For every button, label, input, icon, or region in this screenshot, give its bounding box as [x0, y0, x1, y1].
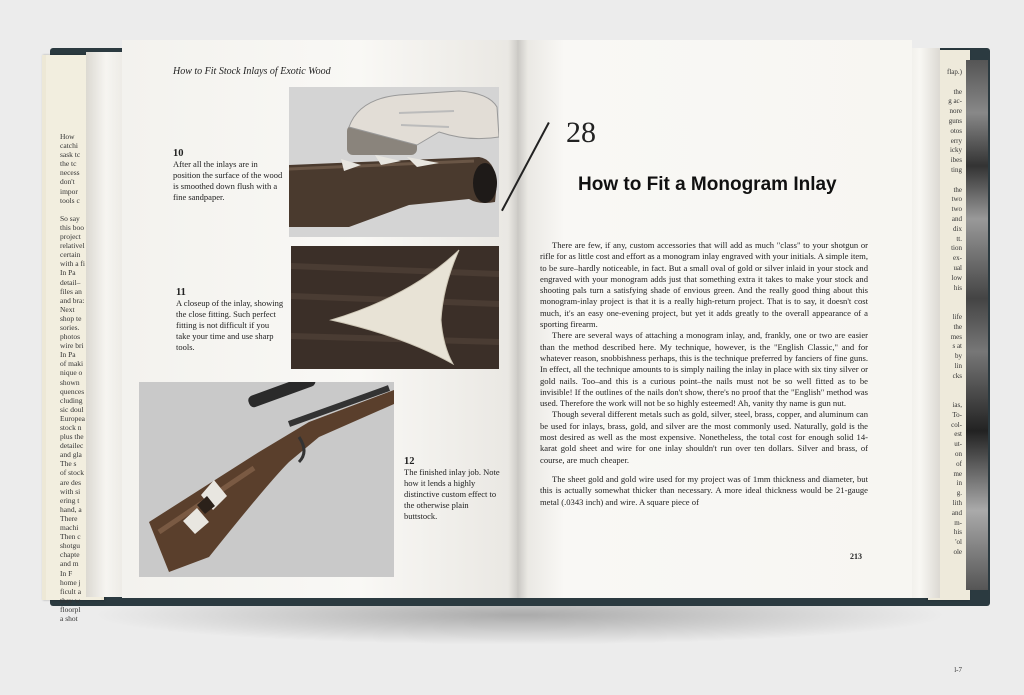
- left-flap-line: certain: [60, 250, 81, 260]
- right-flap-line: nore: [949, 107, 962, 116]
- right-flap-line: by: [955, 352, 962, 361]
- left-flap-line: tools c: [60, 195, 80, 205]
- left-flap-line: Then c: [60, 532, 81, 542]
- running-head: How to Fit Stock Inlays of Exotic Wood: [173, 66, 331, 77]
- right-flap-line: [936, 597, 962, 607]
- left-flap-line: impor: [60, 186, 78, 196]
- right-flap-line: dix: [953, 224, 962, 233]
- right-flap-line: on: [955, 450, 962, 459]
- figure-10-photo: [289, 87, 499, 237]
- right-flap-line: [936, 607, 962, 617]
- left-flap-line: detailec: [60, 441, 84, 451]
- left-flap-line: plus the: [60, 432, 84, 442]
- right-flap-line: tion: [951, 244, 962, 253]
- paragraph: The sheet gold and gold wire used for my project was of 1mm thickness and diameter, but this is actually somewhat thicker than necessary. A more ideal thickness would be 21-gauge metal (.0343 inch) and wire. A square piece of: [540, 473, 868, 507]
- left-flap-line: sories.: [60, 322, 80, 332]
- left-flap-line: In Pa: [60, 268, 76, 278]
- left-flap-line: of stock: [60, 468, 84, 478]
- figure-11-caption: A closeup of the inlay, showing the close fitting. Such perfect fitting is not difficult if you take your time and use sharp tools.: [176, 298, 284, 352]
- left-flap-line: catchi: [60, 141, 78, 151]
- left-flap-line: a shot: [60, 613, 78, 623]
- left-flap-line: shotgu: [60, 541, 81, 551]
- figure-11-number: 11: [176, 287, 186, 298]
- right-flap-line: the: [953, 322, 962, 331]
- right-flap-line: icky: [949, 146, 962, 155]
- right-flap-line: To-: [952, 410, 962, 419]
- left-flap-line: of maki: [60, 359, 84, 369]
- paragraph: There are several ways of attaching a monogram inlay, and, frankly, one or two are easier than the method described here. My technique, however, is the "English Classic," and for whatever reason, snobbishness perhaps, this is the technique preferred by fanciers of fine guns. In effect, all the technique amounts to is simply nailing the inlay in place with six tiny silver or gold nails. Too–and this is a curious point–the nails must not be so well fitted as to be invisible! If the outlines of the nails don't show, there's no proof that the "English" method was used. Therefore the work will not be so highly esteemed! Ah, vanity thy name is gun nut.: [540, 330, 868, 409]
- right-flap-line: [936, 626, 962, 636]
- left-flap-line: hand, a: [60, 504, 82, 514]
- chapter-number: 28: [566, 116, 596, 149]
- right-flap-line: and: [951, 508, 962, 517]
- right-flap-line: two: [951, 195, 962, 204]
- right-flap-line: ex-: [953, 254, 962, 263]
- left-flap-line: shop te: [60, 313, 82, 323]
- left-flap-line: with si: [60, 486, 81, 496]
- left-flap-line: stock n: [60, 423, 82, 432]
- figure-12-caption: The finished inlay job. Note how it lends a highly distinctive custom effect to the otherwise plain buttstock.: [404, 467, 500, 521]
- page-number: 213: [850, 552, 862, 561]
- left-flap-line: There: [60, 513, 78, 523]
- left-flap-line: photos: [60, 332, 81, 342]
- right-flap-line: lin: [954, 361, 962, 370]
- left-flap-line: detail–: [60, 277, 81, 287]
- right-flap-line: guns: [948, 116, 962, 125]
- right-flap-line: otos: [950, 126, 962, 135]
- right-flap-line: flap.): [947, 68, 962, 76]
- right-flap-line: est: [954, 430, 962, 439]
- right-flap-line: ual: [953, 263, 962, 272]
- right-flap-line: ias,: [952, 401, 962, 410]
- left-flap-line: Next: [60, 304, 75, 314]
- figure-12-photo: [139, 382, 394, 577]
- left-flap-line: cluding: [60, 395, 83, 405]
- left-flap-line: In F: [60, 568, 73, 578]
- right-flap-line: ut-: [954, 440, 962, 449]
- paragraph: There are few, if any, custom accessories that will add as much "class" to your shotgun or rifle for as little cost and effort as a monogram inlay engraved with your initials. A simple item, to be sure–hardly noticeable, in fact. But a small oval of gold or silver inlaid in your stock and engraved with your monogram adds just that something extra it takes to make your stock and shooting pals turn a satisfying shade of envious green. And the really good thing about this monogram-inlay project is that it is a really high-return project. That is to say, it doesn't cost much, it's an easy one-evening project, but yet it adds greatly to the overall appearance of a sporting firearm.: [540, 240, 868, 330]
- right-flap-line: the: [953, 185, 962, 194]
- left-flap-line: home j: [60, 577, 81, 587]
- left-flap-line: relativel: [60, 241, 85, 251]
- left-flap-line: nique o: [60, 368, 83, 378]
- figure-12-number: 12: [404, 456, 415, 467]
- left-flap-line: machi: [60, 523, 79, 533]
- right-flap-line: and: [951, 214, 962, 223]
- chapter-body: [540, 240, 868, 508]
- right-flap-line: m-: [954, 518, 962, 527]
- left-flap-line: So say: [60, 213, 80, 223]
- right-flap-line: erry: [950, 136, 962, 145]
- right-flap-line: [936, 656, 962, 666]
- right-flap-line: tt.: [956, 234, 962, 243]
- figure-11-photo: [291, 246, 499, 369]
- right-flap-line: his: [953, 283, 962, 292]
- right-flap-line: life: [952, 312, 962, 321]
- left-flap-line: files an: [60, 286, 82, 296]
- left-flap-line: chapte: [60, 550, 80, 560]
- left-flap-line: floorpl: [60, 604, 81, 614]
- left-flap-line: necess: [60, 168, 80, 178]
- left-flap-line: In Pa: [60, 350, 76, 360]
- right-flap-line: [936, 617, 962, 627]
- left-flap-line: and m: [60, 559, 79, 569]
- right-flap-line: mes: [950, 332, 962, 341]
- figure-10-caption: After all the inlays are in position the surface of the wood is smoothed down flush with a fine sandpaper.: [173, 159, 283, 202]
- book-gutter: [508, 40, 528, 598]
- paragraph: Though several different metals such as gold, silver, steel, brass, copper, and aluminum can be used for inlays, brass, gold, and silver are the most commonly used. Naturally, gold is the most desired as well as the most expensive. Nonetheless, the total cost for enough solid 14-karat gold sheet and wire for one inlay shouldn't run over ten dollars. Silver and brass, of course, are much cheaper.: [540, 409, 868, 465]
- right-flap-photo: [966, 60, 988, 590]
- left-flap-line: sask tc: [60, 150, 81, 160]
- left-flap-line: and bra:: [60, 295, 85, 305]
- chapter-title: How to Fit a Monogram Inlay: [578, 174, 837, 195]
- right-flap-line: [936, 636, 962, 646]
- left-flap-line: The s: [60, 459, 77, 469]
- left-flap-line: this boo: [60, 222, 84, 232]
- right-flap-line: the: [953, 87, 962, 96]
- right-flap-line: 'ol: [955, 538, 962, 547]
- left-flap-line: shown: [60, 377, 80, 387]
- right-flap-line: col-: [951, 420, 962, 429]
- right-flap-line: ole: [953, 548, 962, 557]
- left-flap-line: they w: [60, 595, 81, 605]
- left-flap-line: don't: [60, 177, 75, 187]
- right-flap-line: [936, 646, 962, 656]
- right-flap-line: ting: [951, 165, 962, 174]
- left-flap-line: ficult a: [60, 586, 82, 596]
- left-flap-line: the tc: [60, 159, 77, 169]
- left-flap-line: are des: [60, 477, 82, 487]
- left-flap-line: and gla: [60, 450, 82, 460]
- left-flap-line: project: [60, 232, 81, 242]
- right-flap-line: low: [951, 273, 962, 282]
- right-flap-line: of: [956, 459, 962, 468]
- left-flap-line: with a fi: [60, 259, 85, 269]
- left-flap-line: quences: [60, 386, 85, 396]
- right-flap-line: in: [956, 479, 962, 488]
- right-flap-line: g.: [956, 489, 962, 498]
- figure-10-number: 10: [173, 148, 184, 159]
- right-flap-line: l-7: [954, 665, 962, 674]
- right-flap-line: ibes: [950, 156, 962, 165]
- left-flap-line: wire bri: [60, 341, 84, 351]
- left-flap-line: Europea: [60, 413, 85, 423]
- left-flap-line: ering t: [60, 495, 80, 505]
- right-flap-line: g ac-: [948, 97, 962, 106]
- left-flap-line: How: [60, 132, 75, 141]
- right-flap-line: his: [953, 528, 962, 537]
- right-flap-line: cks: [952, 371, 962, 380]
- left-flap-line: sic doul: [60, 404, 84, 414]
- right-flap-line: two: [951, 205, 962, 214]
- right-flap-line: s at: [952, 342, 962, 351]
- right-flap-line: me: [953, 469, 962, 478]
- right-flap-line: lith: [952, 499, 962, 508]
